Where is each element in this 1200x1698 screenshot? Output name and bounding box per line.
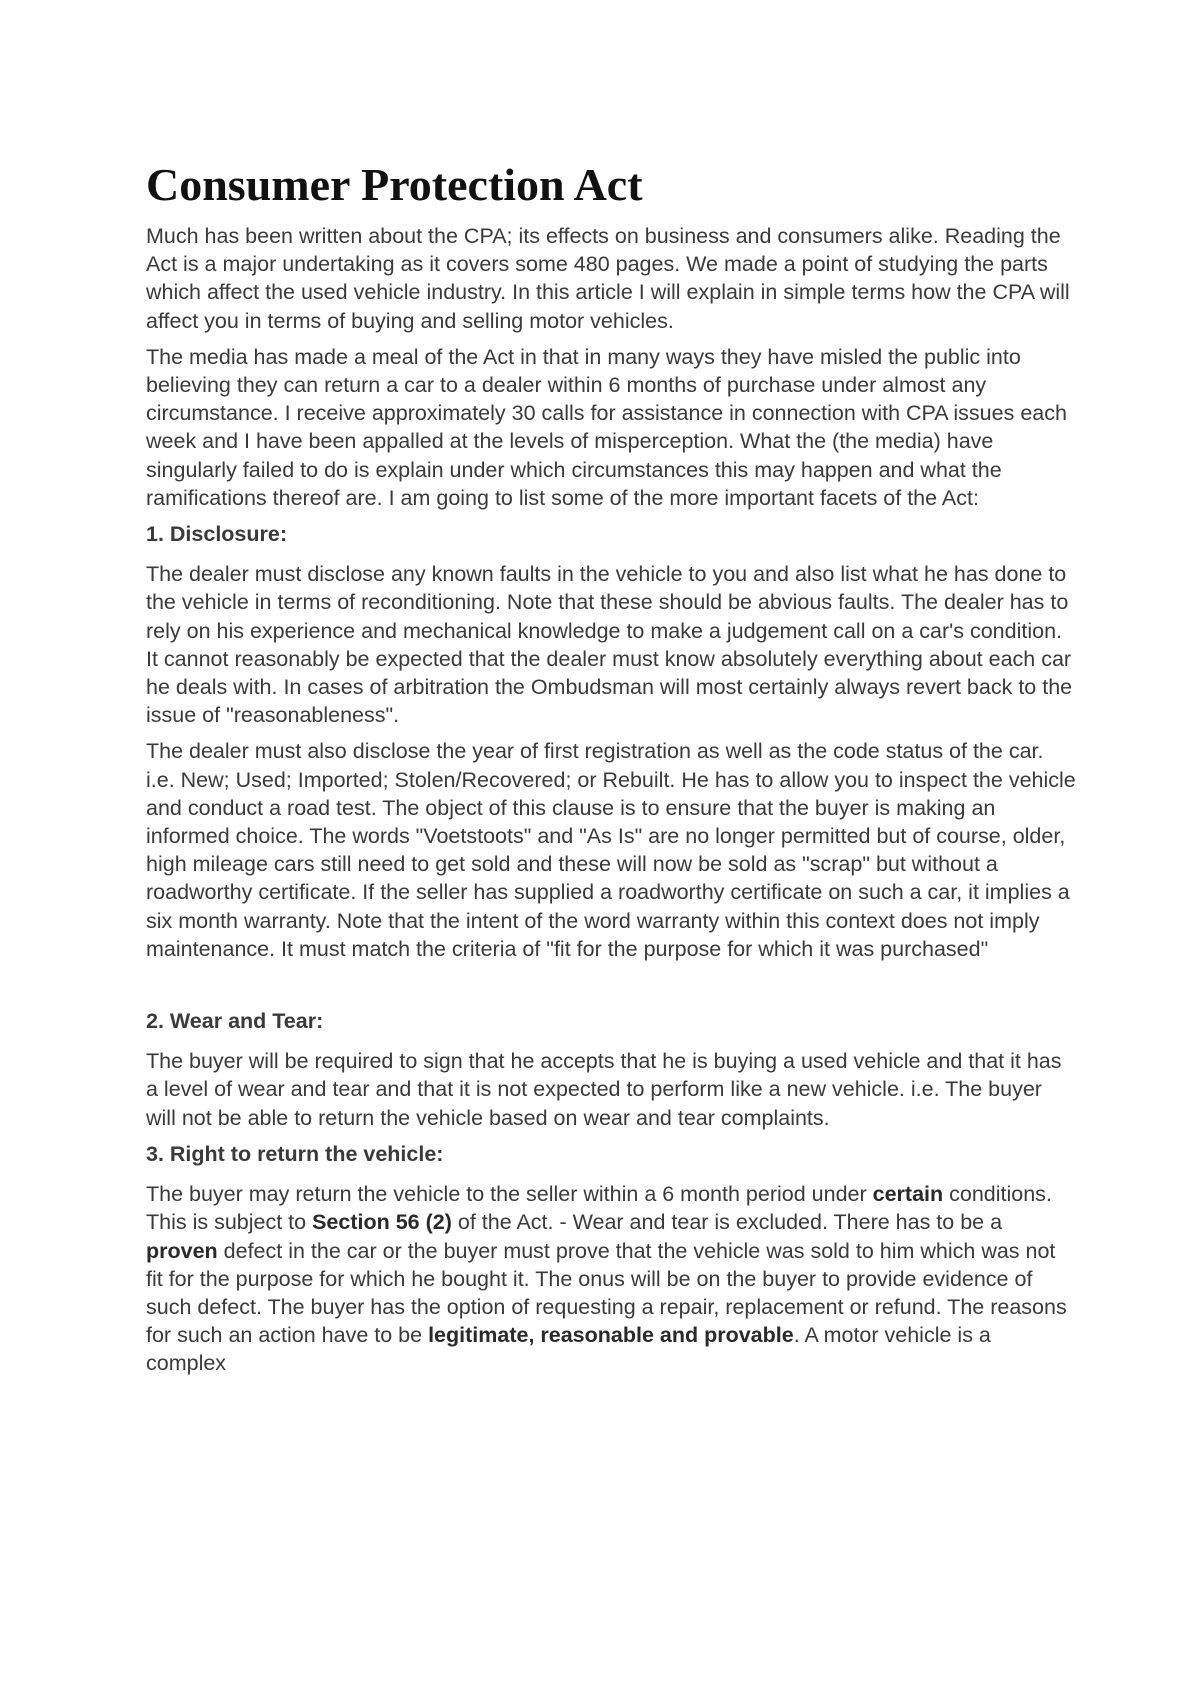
section-heading-right-to-return: 3. Right to return the vehicle: — [146, 1141, 444, 1166]
emphasis-legitimate: legitimate, reasonable and provable — [428, 1323, 794, 1348]
disclosure-paragraph-1: The dealer must disclose any known faults in the vehicle to you and also list what he has done to the vehicle in terms of reconditioning. Note that these should be abvious faults. The dealer has to rely on his experience and mechanical knowledge to make a judgement call on a car's condition. It cannot reasonably be expected that the dealer must know absolutely everything about each car he deals with. In cases of arbitration the Ombudsman will most certainly always revert back to the issue of "reasonableness". — [146, 562, 1073, 728]
text-run: of the Act. - Wear and tear is excluded. There has to be a — [451, 1210, 1003, 1235]
spacer — [146, 971, 1076, 1007]
document-page — [146, 158, 1076, 1386]
wear-and-tear-paragraph: The buyer will be required to sign that he accepts that he is buying a used vehicle and that it has a level of wear and tear and that it is not expected to perform like a new vehicle. i.e. The buyer will not be able to return the vehicle based on wear and tear complaints. — [146, 1049, 1062, 1130]
intro-paragraph-2: The media has made a meal of the Act in that in many ways they have misled the public into believing they can return a car to a dealer within 6 months of purchase under almost any circumstance. I receive approximately 30 calls for assistance in connection with CPA issues each week and I have been appalled at the levels of misperception. What the (the media) have singularly failed to do is explain under which circumstances this may happen and what the ramifications thereof are. I am going to list some of the more important facets of the Act: — [146, 344, 1067, 510]
emphasis-proven: proven — [146, 1238, 218, 1263]
section-heading-wear-and-tear: 2. Wear and Tear: — [146, 1009, 324, 1034]
text-run: The buyer may return the vehicle to the seller within a 6 month period under — [146, 1182, 873, 1207]
text-run: defect in the car or the buyer must prove that the vehicle was sold to him which was not fit for the purpose for which he bought it. The onus will be on the buyer to provide evidence of such defect. The buyer has the option of requesting a repair, replacement or refund. The reasons for such an action have to be — [146, 1238, 1067, 1348]
emphasis-section-ref: Section 56 (2) — [312, 1210, 452, 1235]
emphasis-certain: certain — [872, 1182, 944, 1207]
text-run: conditions. This is subject to — [146, 1182, 1052, 1235]
disclosure-paragraph-2: The dealer must also disclose the year of first registration as well as the code status of the car. i.e. New; Used; Imported; Stolen/Recovered; or Rebuilt. He has to allow you to inspect the vehicle and conduct a road test. The object of this clause is to ensure that the buyer is making an informed choice. The words "Voetstoots" and "As Is" are no longer permitted but of course, older, high mileage cars still need to get sold and these will now be sold as "scrap" but without a roadworthy certificate. If the seller has supplied a roadworthy certificate on such a car, it implies a six month warranty. Note that the intent of the word warranty within this context does not imply maintenance. It must match the criteria of "fit for the purpose for which it was purchased" — [146, 739, 1076, 961]
text-run: . A motor vehicle is a complex — [146, 1323, 991, 1376]
page-title: Consumer Protection Act — [146, 159, 643, 210]
section-heading-disclosure: 1. Disclosure: — [146, 522, 287, 547]
intro-paragraph-1: Much has been written about the CPA; its effects on business and consumers alike. Reading the Act is a major undertaking as it covers some 480 pages. We made a point of studying the parts which affect the used vehicle industry. In this article I will explain in simple terms how the CPA will affect you in terms of buying and selling motor vehicles. — [146, 224, 1070, 333]
right-to-return-paragraph — [146, 1180, 1076, 1377]
